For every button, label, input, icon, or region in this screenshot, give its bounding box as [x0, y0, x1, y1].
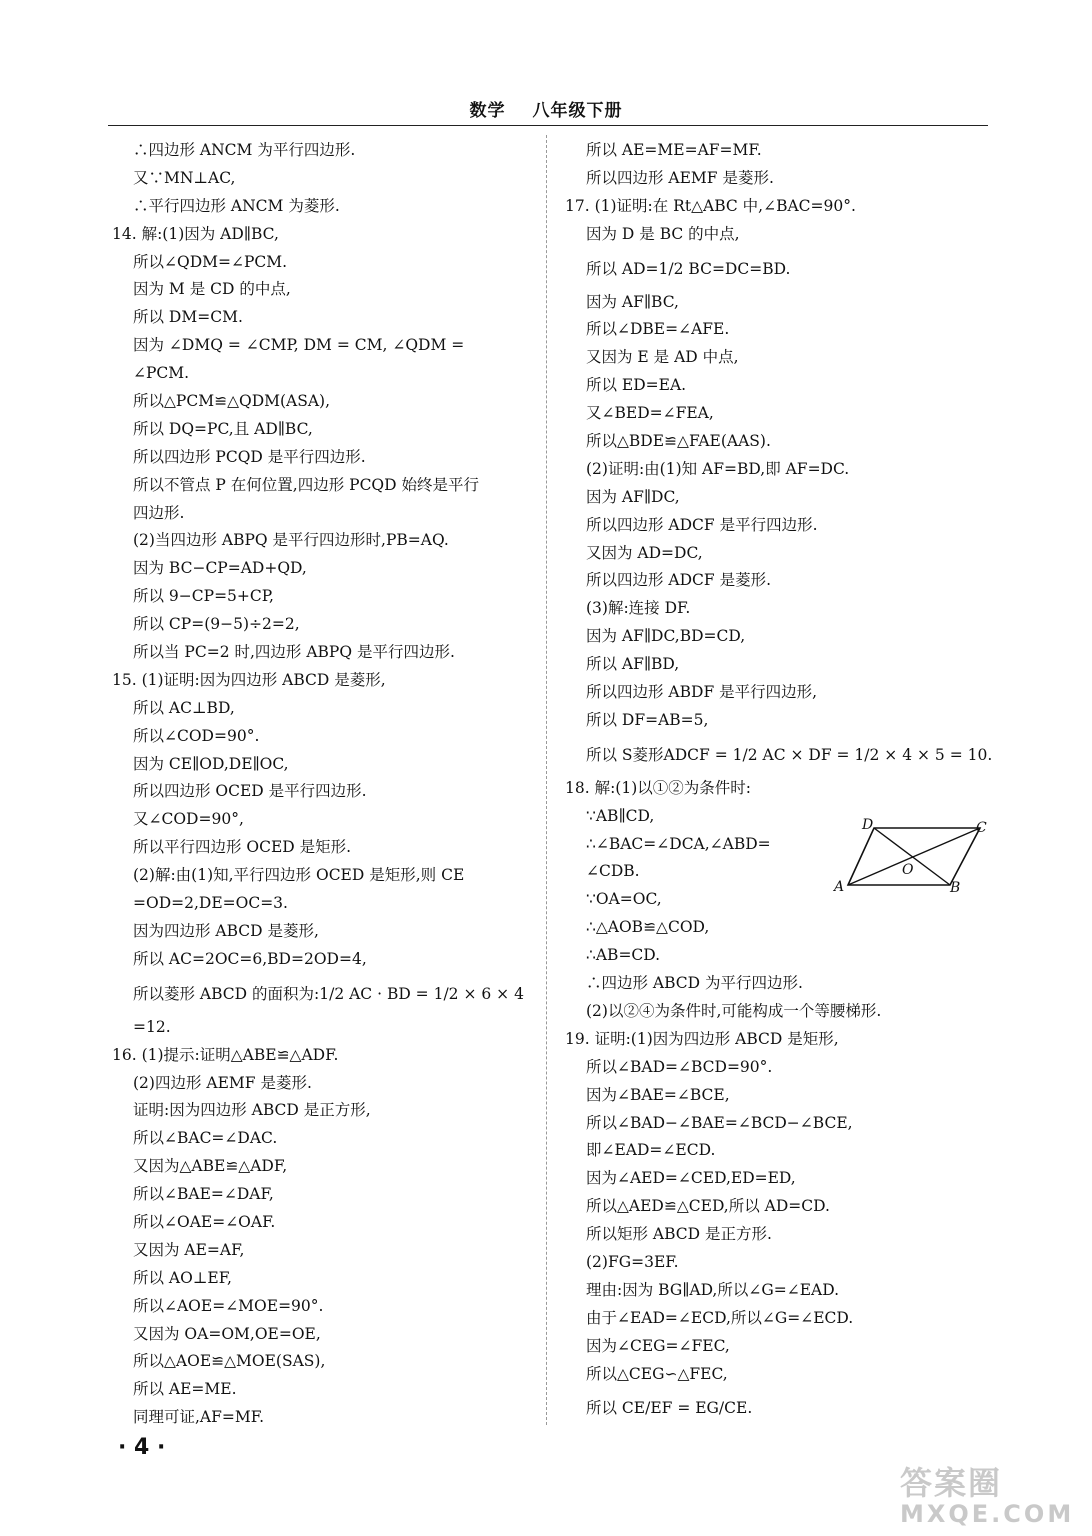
solution-line: ∴平行四边形 ANCM 为菱形. [133, 196, 340, 215]
label-d: D [862, 817, 874, 833]
header-rule [108, 125, 988, 126]
solution-line: 所以 AE=ME. [133, 1380, 237, 1399]
solution-line: 所以 AO⊥EF, [133, 1268, 232, 1287]
label-b: B [950, 880, 961, 896]
solution-line: 所以 AD=1/2 BC=DC=BD. [586, 259, 791, 278]
solution-line: 所以∠COD=90°. [133, 726, 260, 745]
solution-line: 由于∠EAD=∠ECD,所以∠G=∠ECD. [586, 1308, 854, 1327]
solution-line: 所以∠BAC=∠DAC. [133, 1129, 278, 1148]
solution-line: 15. (1)证明:因为四边形 ABCD 是菱形, [112, 670, 386, 689]
solution-line: 又因为 E 是 AD 中点, [586, 348, 739, 367]
solution-line: 理由:因为 BG∥AD,所以∠G=∠EAD. [586, 1280, 840, 1299]
solution-line: 又∠COD=90°, [133, 810, 244, 829]
solution-line: 又因为 AD=DC, [586, 543, 703, 562]
solution-line: 17. (1)证明:在 Rt△ABC 中,∠BAC=90°. [565, 196, 856, 215]
solution-line: 所以 AC=2OC=6,BD=2OD=4, [133, 949, 367, 968]
solution-line: 所以 CE/EF = EG/CE. [586, 1399, 753, 1418]
solution-line: 所以 9−CP=5+CP, [133, 587, 274, 606]
solution-line: 所以 S菱形ADCF = 1/2 AC × DF = 1/2 × 4 × 5 = 10. [586, 745, 993, 764]
solution-line: 所以△PCM≌△QDM(ASA), [133, 392, 331, 411]
solution-line: 因为∠CEG=∠FEC, [586, 1336, 730, 1355]
solution-line: 因为 ∠DMQ = ∠CMP, DM = CM, ∠QDM = [133, 336, 465, 355]
solution-line: =12. [133, 1017, 171, 1036]
solution-line: 所以△AED≌△CED,所以 AD=CD. [586, 1197, 830, 1216]
solution-line: 所以 DF=AB=5, [586, 710, 709, 729]
solution-line: 所以 DQ=PC,且 AD∥BC, [133, 419, 313, 438]
solution-line: 所以 AF∥BD, [586, 655, 680, 674]
solution-line: 所以△BDE≌△FAE(AAS). [586, 432, 771, 451]
solution-line: 因为 AF∥DC, [586, 487, 680, 506]
solution-line: 所以∠AOE=∠MOE=90°. [133, 1296, 324, 1315]
solution-line: (2)解:由(1)知,平行四边形 OCED 是矩形,则 CE [133, 866, 465, 885]
solution-line: (2)以②④为条件时,可能构成一个等腰梯形. [586, 1001, 882, 1020]
watermark-line1: 答案圈 [900, 1464, 1003, 1502]
solution-line: 所以 DM=CM. [133, 308, 243, 327]
solution-line: 所以四边形 ABDF 是平行四边形, [586, 683, 818, 702]
solution-line: 所以四边形 ADCF 是平行四边形. [586, 515, 818, 534]
solution-line: 因为四边形 ABCD 是菱形, [133, 921, 319, 940]
solution-line: 又∵MN⊥AC, [133, 168, 236, 187]
page-header [0, 96, 1092, 121]
solution-line: 四边形. [133, 503, 185, 522]
solution-line: ∴∠BAC=∠DCA,∠ABD= [586, 834, 771, 853]
solution-line: 所以 CP=(9−5)÷2=2, [133, 615, 300, 634]
solution-line: 所以∠BAD=∠BCD=90°. [586, 1057, 773, 1076]
solution-line: 14. 解:(1)因为 AD∥BC, [112, 224, 279, 243]
solution-line: 因为 BC−CP=AD+QD, [133, 559, 307, 578]
solution-line: 所以 AE=ME=AF=MF. [586, 141, 762, 159]
solution-line: 所以∠DBE=∠AFE. [586, 320, 730, 339]
solution-line: 即∠EAD=∠ECD. [586, 1141, 716, 1160]
solution-line: (2)证明:由(1)知 AF=BD,即 AF=DC. [586, 459, 850, 478]
solution-line: 因为∠AED=∠CED,ED=ED, [586, 1169, 796, 1188]
solution-line: 又因为 OA=OM,OE=OE, [133, 1324, 321, 1343]
watermark-logo [900, 1465, 1085, 1531]
solution-line: 因为 AF∥DC,BD=CD, [586, 627, 746, 646]
left-column [112, 137, 532, 1432]
label-o: O [902, 862, 914, 878]
solution-line: 所以菱形 ABCD 的面积为:1/2 AC · BD = 1/2 × 6 × 4 [133, 984, 524, 1003]
solution-line: 同理可证,AF=MF. [133, 1408, 265, 1427]
solution-line: 所以∠OAE=∠OAF. [133, 1212, 276, 1231]
solution-line: ∵OA=OC, [586, 890, 662, 909]
solution-line: (2)当四边形 ABPQ 是平行四边形时,PB=AQ. [133, 531, 449, 550]
solution-line: 所以矩形 ABCD 是正方形. [586, 1225, 772, 1244]
solution-line: 证明:因为四边形 ABCD 是正方形, [133, 1101, 371, 1120]
solution-line: 所以∠BAE=∠DAF, [133, 1185, 274, 1204]
solution-line: ∵AB∥CD, [586, 806, 655, 825]
solution-line: (2)FG=3EF. [586, 1252, 679, 1271]
solution-line: 16. (1)提示:证明△ABE≌△ADF. [112, 1045, 339, 1064]
solution-line: 所以∠QDM=∠PCM. [133, 252, 288, 271]
solution-line: =OD=2,DE=OC=3. [133, 894, 288, 913]
header-grade: 八年级下册 [532, 101, 623, 121]
solution-line: 所以四边形 OCED 是平行四边形. [133, 782, 367, 801]
label-a: A [834, 879, 845, 895]
solution-line: 因为∠BAE=∠BCE, [586, 1085, 730, 1104]
solution-line: ∴AB=CD. [586, 946, 661, 965]
watermark-line2: MXQE.COM [900, 1500, 1075, 1528]
solution-line: 因为 M 是 CD 的中点, [133, 280, 291, 299]
solution-line: 所以四边形 ADCF 是菱形. [586, 571, 772, 590]
solution-line: ∴△AOB≌△COD, [586, 918, 710, 937]
label-c: C [976, 820, 987, 836]
solution-line: 所以△AOE≌△MOE(SAS), [133, 1352, 326, 1371]
solution-line: 所以四边形 PCQD 是平行四边形. [133, 447, 366, 466]
column-divider [546, 135, 547, 1425]
solution-line: 所以 ED=EA. [586, 376, 687, 395]
solution-line: 所以平行四边形 OCED 是矩形. [133, 838, 352, 857]
solution-line: (2)四边形 AEMF 是菱形. [133, 1073, 312, 1092]
solution-line: 又因为△ABE≌△ADF, [133, 1157, 288, 1176]
solution-line: 所以四边形 AEMF 是菱形. [586, 168, 774, 187]
solution-line: 因为 AF∥BC, [586, 292, 679, 311]
page-number: · 4 · [118, 1435, 166, 1460]
solution-line: 又∠BED=∠FEA, [586, 404, 714, 423]
solution-line: 所以 AC⊥BD, [133, 698, 235, 717]
solution-line: 所以当 PC=2 时,四边形 ABPQ 是平行四边形. [133, 643, 455, 662]
solution-line: 因为 CE∥OD,DE∥OC, [133, 754, 289, 773]
solution-line: ∴四边形 ANCM 为平行四边形. [133, 141, 356, 159]
solution-line: 所以不管点 P 在何位置,四边形 PCQD 始终是平行 [133, 475, 479, 494]
solution-line: 因为 D 是 BC 的中点, [586, 224, 740, 243]
solution-line: 18. 解:(1)以①②为条件时: [565, 778, 751, 797]
solution-line: 所以∠BAD−∠BAE=∠BCD−∠BCE, [586, 1113, 853, 1132]
solution-line: ∴四边形 ABCD 为平行四边形. [586, 974, 803, 993]
solution-line: 所以△CEG∽△FEC, [586, 1364, 728, 1383]
solution-line: ∠CDB. [586, 862, 640, 881]
diagonal-ac [848, 828, 980, 885]
right-column [565, 137, 993, 1428]
solution-line: 又因为 AE=AF, [133, 1240, 245, 1259]
solution-line: ∠PCM. [133, 364, 190, 383]
solution-line: 19. 证明:(1)因为四边形 ABCD 是矩形, [565, 1029, 839, 1048]
solution-line: (3)解:连接 DF. [586, 599, 691, 618]
header-subject: 数学 [469, 101, 506, 121]
parallelogram-figure [828, 815, 998, 900]
